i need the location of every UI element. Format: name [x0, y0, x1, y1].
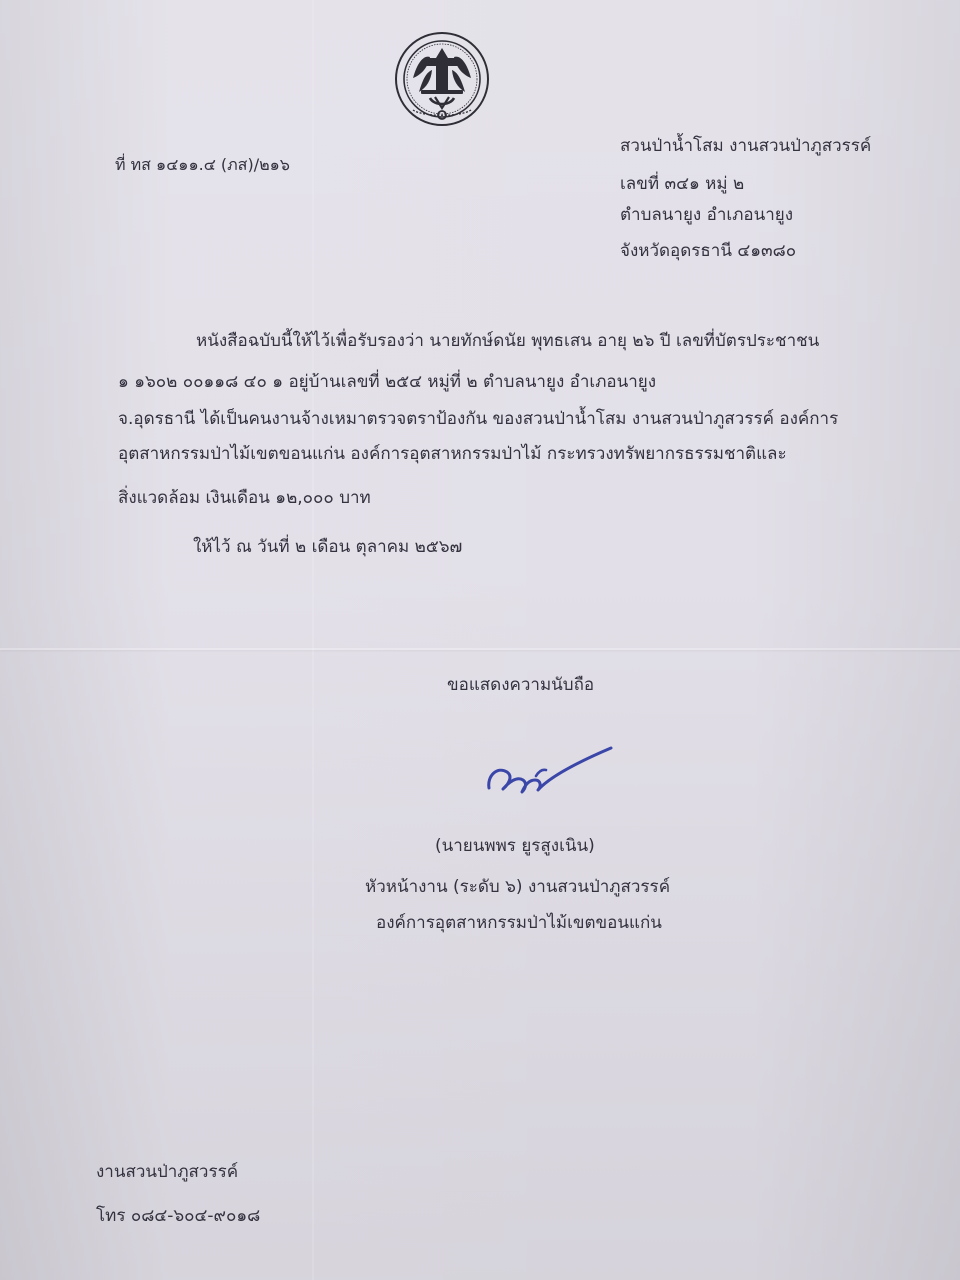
footer-phone-number: โทร ๐๘๔-๖๐๔-๙๐๑๘: [96, 1206, 261, 1226]
body-text-line-2: ๑ ๑๖๐๒ ๐๐๑๑๘ ๔๐ ๑ อยู่บ้านเลขที่ ๒๕๔ หมู่ที่ ๒ ตำบลนายูง อำเภอนายูง: [118, 372, 657, 392]
signatory-position-line-2: องค์การอุตสาหกรรมป่าไม้เขตขอนแก่น: [376, 913, 662, 933]
body-text-line-1: หนังสือฉบับนี้ให้ไว้เพื่อรับรองว่า นายทักษ์ดนัย พุทธเสน อายุ ๒๖ ปี เลขที่บัตรประชาชน: [196, 331, 820, 351]
paper-fold-line: [0, 648, 960, 650]
sender-address-line-4: จังหวัดอุดรธานี ๔๑๓๘๐: [620, 241, 797, 261]
body-text-line-3: จ.อุดรธานี ได้เป็นคนงานจ้างเหมาตรวจตราป้องกัน ของสวนป่าน้ำโสม งานสวนป่าภูสวรรค์ องค์การ: [118, 409, 839, 429]
body-text-line-5: สิ่งแวดล้อม เงินเดือน ๑๒,๐๐๐ บาท: [118, 488, 371, 508]
sender-address-line-1: สวนป่าน้ำโสม งานสวนป่าภูสวรรค์: [620, 136, 872, 156]
body-text-line-4: อุตสาหกรรมป่าไม้เขตขอนแก่น องค์การอุตสาหกรรมป่าไม้ กระทรวงทรัพยากรธรรมชาติและ: [118, 444, 787, 464]
document-reference-number: ที่ ทส ๑๔๑๑.๔ (ภส)/๒๑๖: [115, 155, 290, 174]
handwritten-signature-icon: [479, 738, 629, 808]
given-date-line: ให้ไว้ ณ วันที่ ๒ เดือน ตุลาคม ๒๕๖๗: [193, 537, 463, 557]
closing-phrase: ขอแสดงความนับถือ: [447, 675, 595, 695]
footer-office-name: งานสวนป่าภูสวรรค์: [96, 1162, 239, 1182]
sender-address-line-3: ตำบลนายูง อำเภอนายูง: [620, 205, 794, 225]
forest-industry-emblem-icon: [393, 30, 491, 128]
signatory-position-line-1: หัวหน้างาน (ระดับ ๖) งานสวนป่าภูสวรรค์: [365, 877, 671, 897]
sender-address-line-2: เลขที่ ๓๔๑ หมู่ ๒: [620, 174, 745, 194]
signatory-name: (นายนพพร ยูรสูงเนิน): [435, 836, 595, 856]
paper-fold-line-vertical: [312, 0, 314, 1280]
